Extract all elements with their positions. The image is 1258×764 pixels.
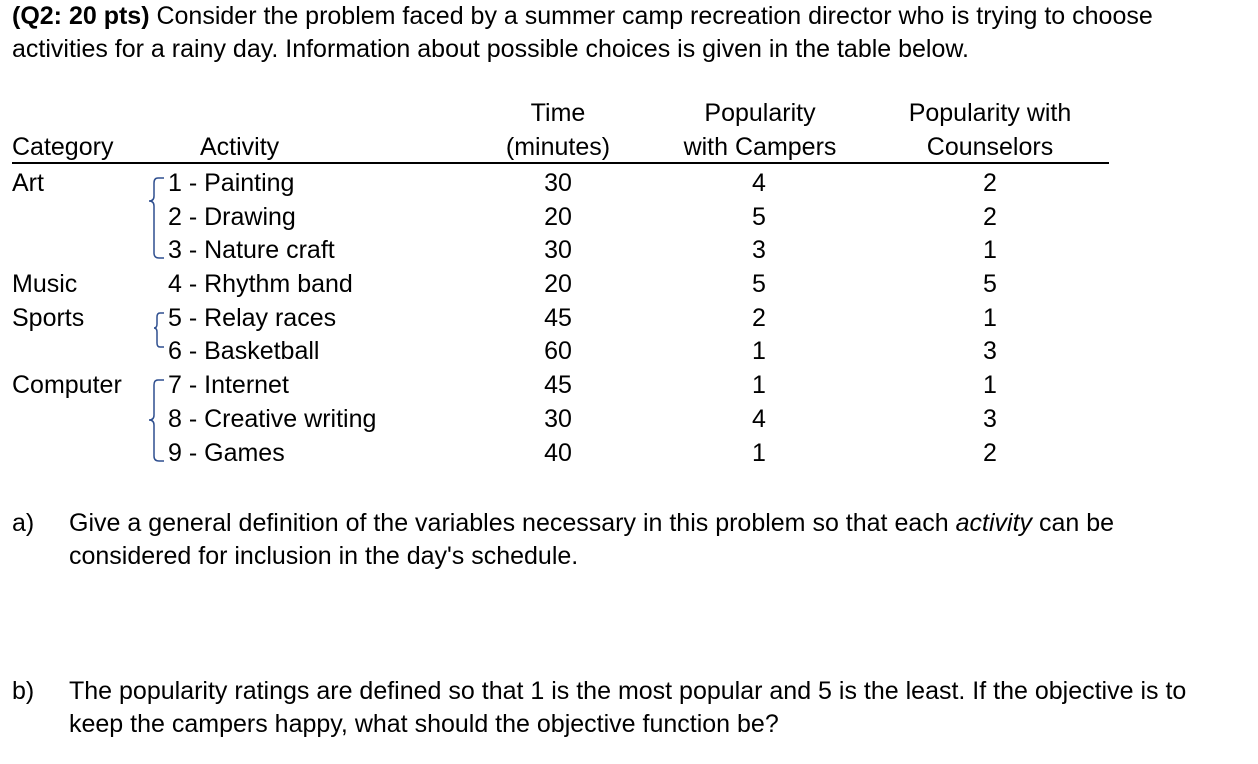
question-a-text-part1: Give a general definition of the variables necessary in this problem so that each: [69, 509, 956, 537]
time-cell: 60: [544, 337, 572, 365]
question-a-emphasis: activity: [955, 509, 1033, 537]
question-a: [12, 507, 1252, 577]
time-cell: 40: [544, 439, 572, 467]
header-counselors-line1: Popularity with: [908, 99, 1072, 127]
counselors-cell: 1: [983, 236, 997, 264]
activity-cell: 9 - Games: [168, 439, 285, 467]
activity-cell: 1 - Painting: [168, 169, 295, 197]
activity-cell: 5 - Relay races: [168, 304, 337, 332]
counselors-cell: 2: [983, 203, 997, 231]
campers-cell: 1: [752, 439, 766, 467]
header-counselors-line2: Counselors: [926, 133, 1054, 161]
sports-brace: [154, 313, 164, 347]
campers-cell: 5: [752, 270, 766, 298]
time-cell: 45: [544, 371, 572, 399]
activity-cell: 6 - Basketball: [168, 337, 320, 365]
computer-brace: [149, 380, 164, 461]
category-computer: Computer: [12, 371, 122, 399]
question-a-label: a): [12, 509, 35, 537]
campers-cell: 1: [752, 371, 766, 399]
time-cell: 30: [544, 169, 572, 197]
activity-cell: 4 - Rhythm band: [168, 270, 353, 298]
counselors-cell: 5: [983, 270, 997, 298]
category-music: Music: [12, 270, 78, 298]
header-campers-line1: Popularity: [704, 99, 816, 127]
activity-cell: 7 - Internet: [168, 371, 289, 399]
campers-cell: 5: [752, 203, 766, 231]
time-cell: 30: [544, 405, 572, 433]
art-brace: [149, 178, 164, 258]
campers-cell: 3: [752, 236, 766, 264]
counselors-cell: 2: [983, 169, 997, 197]
counselors-cell: 3: [983, 337, 997, 365]
time-cell: 45: [544, 304, 572, 332]
category-sports: Sports: [12, 304, 85, 332]
header-time-line1: Time: [530, 99, 586, 127]
intro-text: Consider the problem faced by a summer camp recreation director who is trying to choose activities for a rainy day. Information about possible choices is given in the table below.: [12, 2, 1153, 63]
counselors-cell: 2: [983, 439, 997, 467]
time-cell: 20: [544, 203, 572, 231]
activity-cell: 2 - Drawing: [168, 203, 296, 231]
activity-cell: 8 - Creative writing: [168, 405, 377, 433]
points-label: (Q2: 20 pts): [12, 2, 150, 30]
campers-cell: 4: [752, 169, 766, 197]
campers-cell: 1: [752, 337, 766, 365]
question-b-text: The popularity ratings are defined so that 1 is the most popular and 5 is the least. If the objective is to keep the campers happy, what should the objective function be?: [69, 677, 1187, 738]
time-cell: 20: [544, 270, 572, 298]
question-a-text-part2: can be considered for inclusion in the day's schedule.: [69, 509, 1115, 570]
counselors-cell: 1: [983, 304, 997, 332]
campers-cell: 4: [752, 405, 766, 433]
campers-cell: 2: [752, 304, 766, 332]
category-art: Art: [12, 169, 44, 197]
header-time-line2: (minutes): [505, 133, 611, 161]
activity-cell: 3 - Nature craft: [168, 236, 335, 264]
question-a-text: [69, 507, 1189, 573]
time-cell: 30: [544, 236, 572, 264]
counselors-cell: 1: [983, 371, 997, 399]
counselors-cell: 3: [983, 405, 997, 433]
header-category: Category: [12, 133, 114, 161]
header-activity: Activity: [200, 133, 280, 161]
question-b-label: b): [12, 677, 35, 705]
question-b: [12, 675, 1252, 745]
header-campers-line2: with Campers: [683, 133, 837, 161]
